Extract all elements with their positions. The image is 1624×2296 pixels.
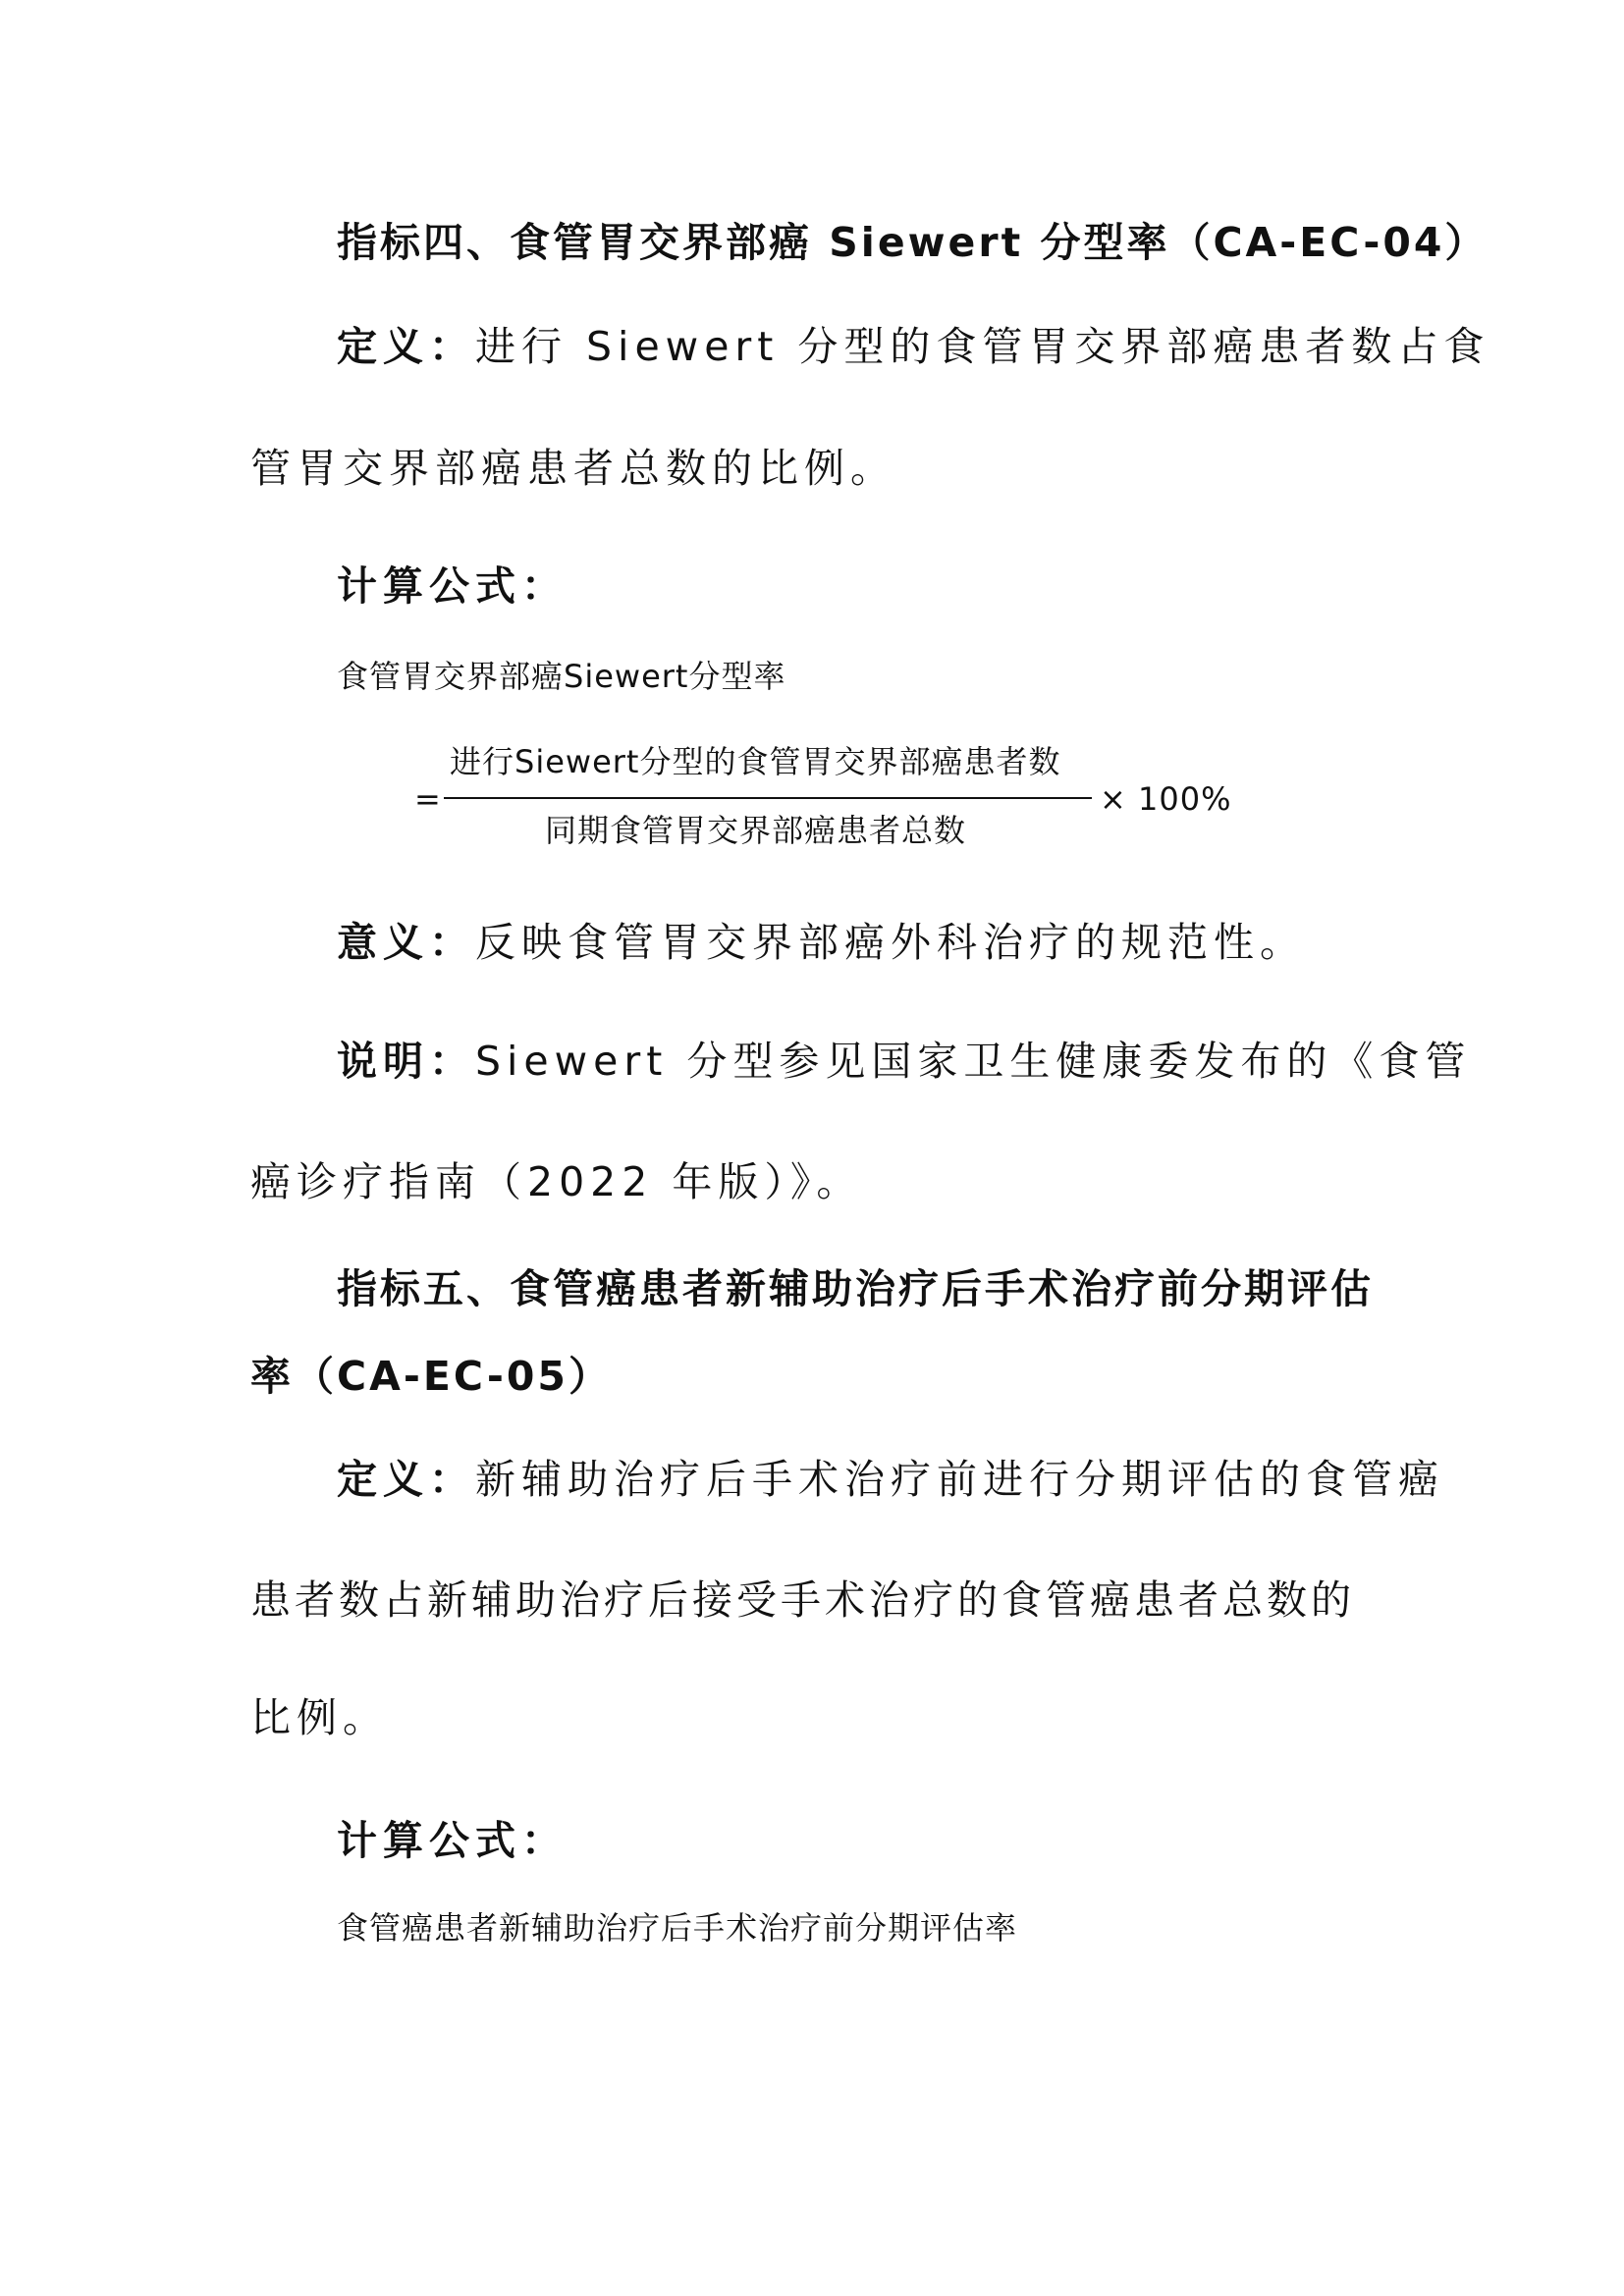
indicator5-title-line1: 指标五、食管癌患者新辅助治疗后手术治疗前分期评估 [337, 1265, 1374, 1312]
formula-fraction-bar [444, 797, 1092, 799]
formula-equals-sign: = [414, 780, 442, 818]
note-label: 说明： [337, 1038, 475, 1085]
indicator5-definition-line2: 患者数占新辅助治疗后接受手术治疗的食管癌患者总数的 [250, 1576, 1355, 1624]
indicator4-definition-line2: 管胃交界部癌患者总数的比例。 [250, 445, 896, 492]
formula-numerator: 进行Siewert分型的食管胃交界部癌患者数 [450, 743, 1061, 780]
indicator4-definition-line1 [337, 323, 1490, 370]
formula-denominator: 同期食管胃交界部癌患者总数 [545, 812, 967, 849]
indicator4-title: 指标四、食管胃交界部癌 Siewert 分型率（CA-EC-04） [337, 219, 1489, 266]
indicator5-formula-name: 食管癌患者新辅助治疗后手术治疗前分期评估率 [337, 1909, 1018, 1947]
indicator5-title-line2: 率（CA-EC-05） [250, 1353, 612, 1400]
significance-label: 意义： [337, 919, 475, 966]
indicator4-formula-label: 计算公式： [337, 562, 568, 610]
definition-label: 定义： [337, 1456, 475, 1503]
definition-text: 新辅助治疗后手术治疗前进行分期评估的食管癌 [475, 1456, 1444, 1503]
indicator4-note-line2: 癌诊疗指南（2022 年版）》。 [250, 1158, 863, 1205]
indicator5-definition-line1 [337, 1456, 1444, 1503]
significance-text: 反映食管胃交界部癌外科治疗的规范性。 [475, 919, 1306, 966]
definition-label: 定义： [337, 323, 475, 370]
indicator4-formula-name: 食管胃交界部癌Siewert分型率 [337, 658, 786, 695]
indicator4-significance [337, 919, 1306, 966]
formula-multiplier: × 100% [1100, 780, 1232, 818]
indicator5-definition-line3: 比例。 [250, 1694, 389, 1741]
indicator5-formula-label: 计算公式： [337, 1817, 568, 1864]
indicator4-note-line1 [337, 1038, 1472, 1085]
definition-text: 进行 Siewert 分型的食管胃交界部癌患者数占食 [475, 323, 1490, 370]
note-text: Siewert 分型参见国家卫生健康委发布的《食管 [475, 1038, 1472, 1085]
